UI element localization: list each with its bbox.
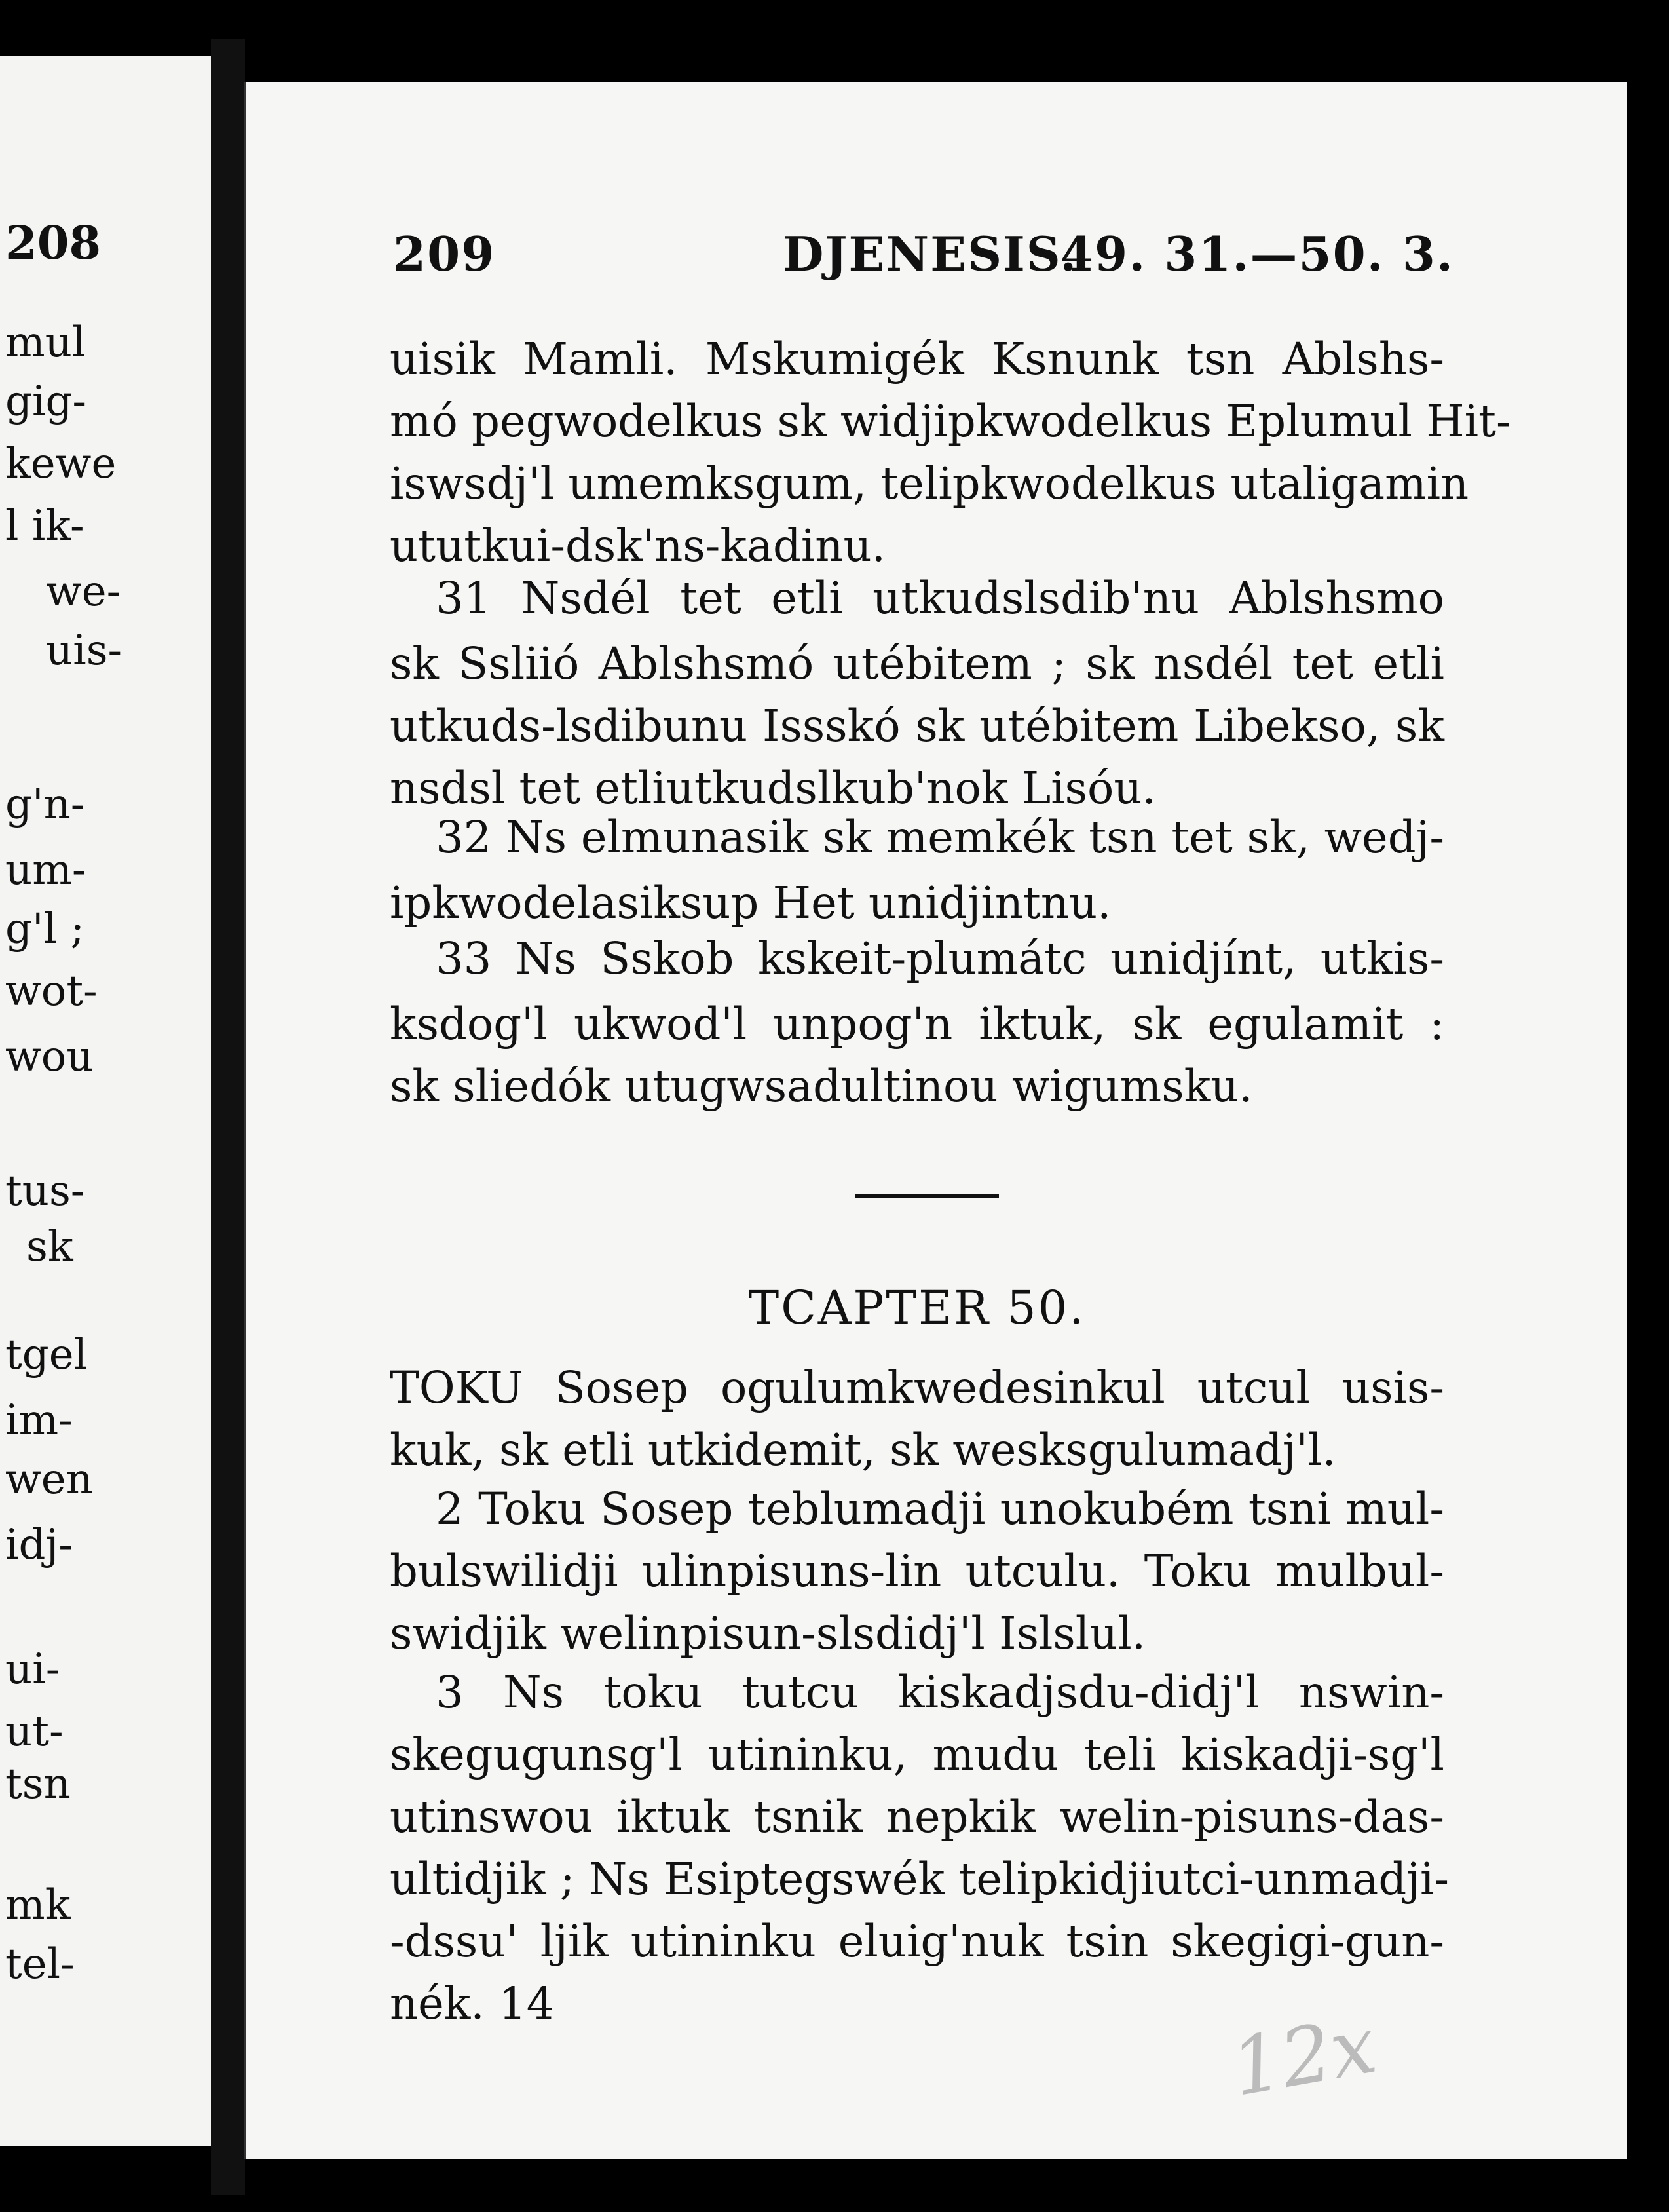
left-fragment: g'n- [5,780,85,829]
left-fragment: im- [5,1396,73,1445]
text-line: sk Ssliió Ablshsmó utébitem ; sk nsdél tet etli [390,638,1444,689]
left-fragment: mk [5,1881,71,1930]
text-line: ipkwodelasiksup Het unidjintnu. [390,877,1112,928]
text-line: skegugunsg'l utininku, mudu teli kiskadji-sg'l [390,1729,1444,1780]
running-title: DJENESIS. [783,226,1078,282]
left-fragment: ut- [5,1707,64,1756]
book-gutter [211,39,245,2195]
left-fragment: idj- [5,1521,73,1569]
text-line: iswsdj'l umemksgum, telipkwodelkus utaligamin [390,458,1469,509]
left-fragment: wou [5,1033,94,1081]
left-fragment: tel- [5,1940,75,1989]
verse-line: 33 Ns Sskob kskeit-plumátc unidjínt, utkis- [436,933,1444,984]
left-fragment: wot- [5,967,98,1016]
text-line: ututkui-dsk'ns-kadinu. [390,520,886,571]
text-line: uisik Mamli. Mskumigék Ksnunk tsn Ablshs- [390,334,1444,385]
left-fragment: g'l ; [5,905,84,953]
section-rule [855,1194,999,1198]
left-fragment: l ik- [5,502,84,550]
text-line: ultidjik ; Ns Esiptegswék telipkidjiutci-unmadji- [390,1854,1450,1905]
verse-line: 32 Ns elmunasik sk memkék tsn tet sk, wedj- [436,812,1444,863]
left-fragment: tgel [5,1331,88,1379]
text-line: swidjik welinpisun-slsdidj'l Islslul. [390,1608,1146,1659]
left-fragment: sk [26,1223,73,1271]
left-fragment: tsn [5,1760,71,1808]
left-fragment: we- [46,567,121,616]
text-line: utkuds-lsdibunu Issskó sk utébitem Libekso, sk [390,700,1444,752]
left-fragment: gig- [5,377,87,426]
left-page [0,56,215,2146]
text-line: nsdsl tet etliutkudslkub'nok Lisóu. [390,763,1156,814]
left-fragment: tus- [5,1167,85,1215]
text-line: ksdog'l ukwod'l unpog'n iktuk, sk egulamit : [390,999,1444,1050]
right-page [244,82,1627,2159]
verse-line: 31 Nsdél tet etli utkudslsdib'nu Ablshsmo [436,573,1444,624]
left-fragment: um- [5,846,86,894]
text-line: bulswilidji ulinpisuns-lin utculu. Toku mulbul- [390,1546,1444,1597]
verse-line: 3 Ns toku tutcu kiskadjsdu-didj'l nswin- [436,1667,1444,1718]
text-line: -dssu' ljik utininku eluig'nuk tsin skegigi-gun- [390,1916,1444,1967]
left-fragment: wen [5,1455,93,1504]
left-page-number: 208 [5,216,102,270]
text-line: mó pegwodelkus sk widjipkwodelkus Eplumul Hit- [390,396,1511,447]
running-header [393,226,1454,285]
left-fragment: mul [5,318,86,367]
text-line: sk sliedók utugwsadultinou wigumsku. [390,1061,1253,1112]
left-fragment: uis- [46,626,122,675]
chapter-verse-reference: 49. 31.—50. 3. [1060,226,1454,282]
chapter-heading: TCAPTER 50. [748,1281,1086,1335]
verse-line: 2 Toku Sosep teblumadji unokubém tsni mul- [436,1483,1444,1535]
left-fragment: kewe [5,440,117,488]
text-line: nék. 14 [390,1978,555,2029]
left-fragment: ui- [5,1645,60,1694]
text-line: utinswou iktuk tsnik nepkik welin-pisuns-das- [390,1791,1444,1842]
page-number: 209 [393,226,496,282]
pencil-marginal-mark: 12x [1224,1999,1383,2115]
text-line: kuk, sk etli utkidemit, sk wesksgulumadj'l. [390,1424,1336,1476]
chapter-first-line: TOKU Sosep ogulumkwedesinkul utcul usis- [390,1362,1444,1413]
